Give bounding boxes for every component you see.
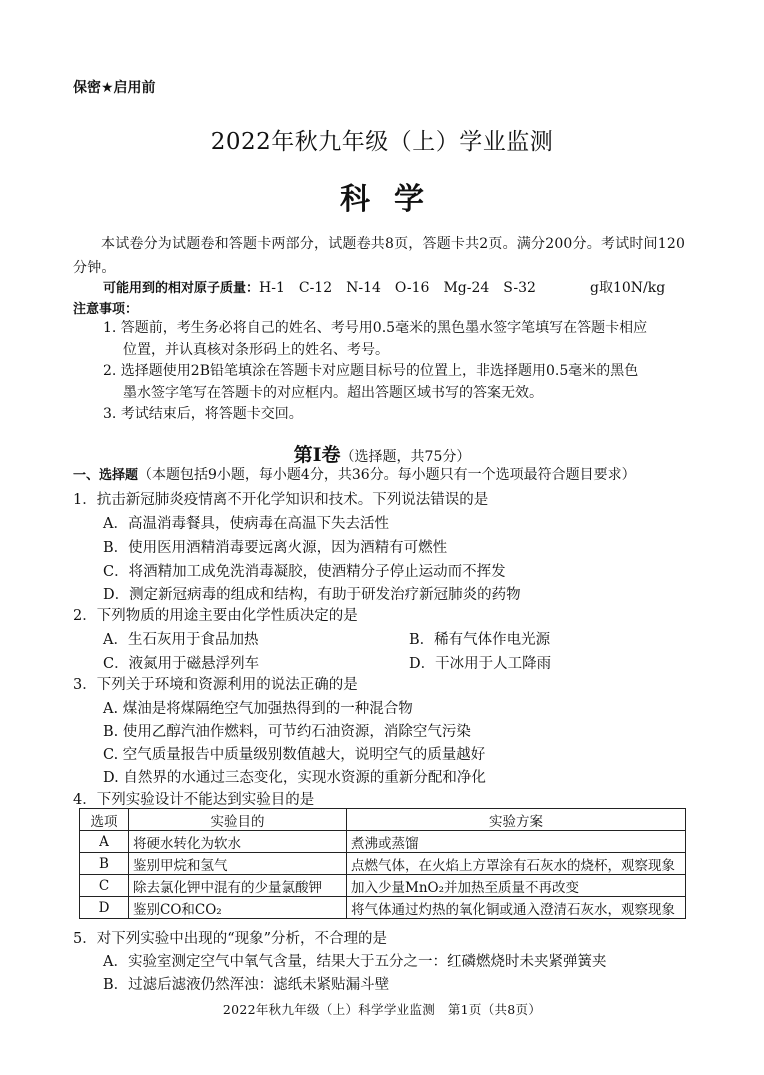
option-c: C. 空气质量报告中质量级别数值越大，说明空气的质量越好 [103, 747, 486, 763]
section-description: （本题包括9小题，每小题4分，共36分。每小题只有一个选项最符合题目要求） [138, 467, 636, 483]
table-cell: C [80, 875, 129, 897]
experiment-table [79, 808, 686, 919]
table-row [80, 897, 686, 919]
option-a: A. 煤油是将煤隔绝空气加强热得到的一种混合物 [103, 701, 413, 717]
question-stem: 3．下列关于环境和资源利用的说法正确的是 [73, 677, 358, 693]
intro-paragraph: 本试卷分为试题卷和答题卡两部分，试题卷共8页，答题卡共2页。满分200分。考试时间120分钟。 [73, 236, 686, 276]
option-b: B．过滤后滤液仍然浑浊：滤纸未紧贴漏斗壁 [103, 977, 390, 993]
table-row [80, 875, 686, 897]
table-cell: 将硬水转化为软水 [129, 831, 347, 853]
option-a: A．生石灰用于食品加热 [103, 632, 259, 648]
part-subtitle: （选择题，共75分） [340, 449, 471, 465]
atomic-mass-line [103, 277, 666, 297]
note-item: 1. 答题前，考生务必将自己的姓名、考号用0.5毫米的黑色墨水签字笔填写在答题卡相应 [103, 320, 648, 336]
atomic-mass-label: 可能用到的相对原子质量： [103, 281, 260, 296]
table-cell: 将气体通过灼热的氧化铜或通入澄清石灰水，观察现象 [347, 897, 686, 919]
table-header-row [80, 809, 686, 831]
option-b: B．稀有气体作电光源 [409, 632, 551, 648]
part-title: 第Ⅰ卷 [293, 444, 341, 466]
table-cell: A [80, 831, 129, 853]
table-cell: 煮沸或蒸馏 [347, 831, 686, 853]
option-d: D．干冰用于人工降雨 [409, 656, 552, 672]
confidential-label: 保密★启用前 [73, 80, 156, 96]
option-a: A．高温消毒餐具，使病毒在高温下失去活性 [103, 516, 389, 532]
subject-title: 科学 [340, 182, 448, 217]
option-b: B. 使用乙醇汽油作燃料，可节约石油资源，消除空气污染 [103, 724, 471, 740]
option-d: D．测定新冠病毒的组成和结构，有助于研发治疗新冠肺炎的药物 [103, 587, 521, 603]
note-item: 位置，并认真核对条形码上的姓名、考号。 [123, 342, 389, 358]
table-header-cell: 实验方案 [347, 809, 686, 831]
table-row [80, 831, 686, 853]
exam-title: 2022年秋九年级（上）学业监测 [210, 129, 554, 155]
option-a: A．实验室测定空气中氧气含量，结果大于五分之一：红磷燃烧时未夹紧弹簧夹 [103, 954, 607, 970]
option-c: C．液氮用于磁悬浮列车 [103, 656, 260, 672]
option-c: C．将酒精加工成免洗消毒凝胶，使酒精分子停止运动而不挥发 [103, 564, 506, 580]
section-heading [73, 464, 636, 484]
gravity-value: g取10N/kg [590, 280, 666, 296]
option-d: D. 自然界的水通过三态变化，实现水资源的重新分配和净化 [103, 770, 486, 786]
question-stem: 4．下列实验设计不能达到实验目的是 [73, 792, 315, 808]
atomic-mass-values: H-1 C-12 N-14 O-16 Mg-24 S-32 [259, 280, 536, 296]
section-label: 一、选择题 [73, 468, 139, 483]
note-item: 3. 考试结束后，将答题卡交回。 [103, 406, 303, 422]
table-cell: 除去氯化钾中混有的少量氯酸钾 [129, 875, 347, 897]
table-header-cell: 选项 [80, 809, 129, 831]
table-cell: 点燃气体，在火焰上方罩涂有石灰水的烧杯，观察现象 [347, 853, 686, 875]
table-cell: D [80, 897, 129, 919]
table-cell: 加入少量MnO₂并加热至质量不再改变 [347, 875, 686, 897]
note-item: 墨水签字笔写在答题卡的对应框内。超出答题区域书写的答案无效。 [123, 385, 543, 401]
table-row [80, 853, 686, 875]
table-header-cell: 实验目的 [129, 809, 347, 831]
option-b: B．使用医用酒精消毒要远离火源，因为酒精有可燃性 [103, 540, 448, 556]
table-cell: 鉴别CO和CO₂ [129, 897, 347, 919]
page-footer: 2022年秋九年级（上）科学学业监测 第1页（共8页） [222, 1002, 542, 1017]
table-cell: B [80, 853, 129, 875]
part-heading [0, 440, 764, 467]
note-item: 2. 选择题使用2B铅笔填涂在答题卡对应题目标号的位置上，非选择题用0.5毫米的黑色 [103, 363, 639, 379]
question-stem: 5．对下列实验中出现的“现象”分析，不合理的是 [73, 931, 388, 947]
question-stem: 1．抗击新冠肺炎疫情离不开化学知识和技术。下列说法错误的是 [73, 492, 489, 508]
notes-heading: 注意事项： [73, 302, 139, 317]
question-stem: 2．下列物质的用途主要由化学性质决定的是 [73, 608, 358, 624]
table-cell: 鉴别甲烷和氢气 [129, 853, 347, 875]
